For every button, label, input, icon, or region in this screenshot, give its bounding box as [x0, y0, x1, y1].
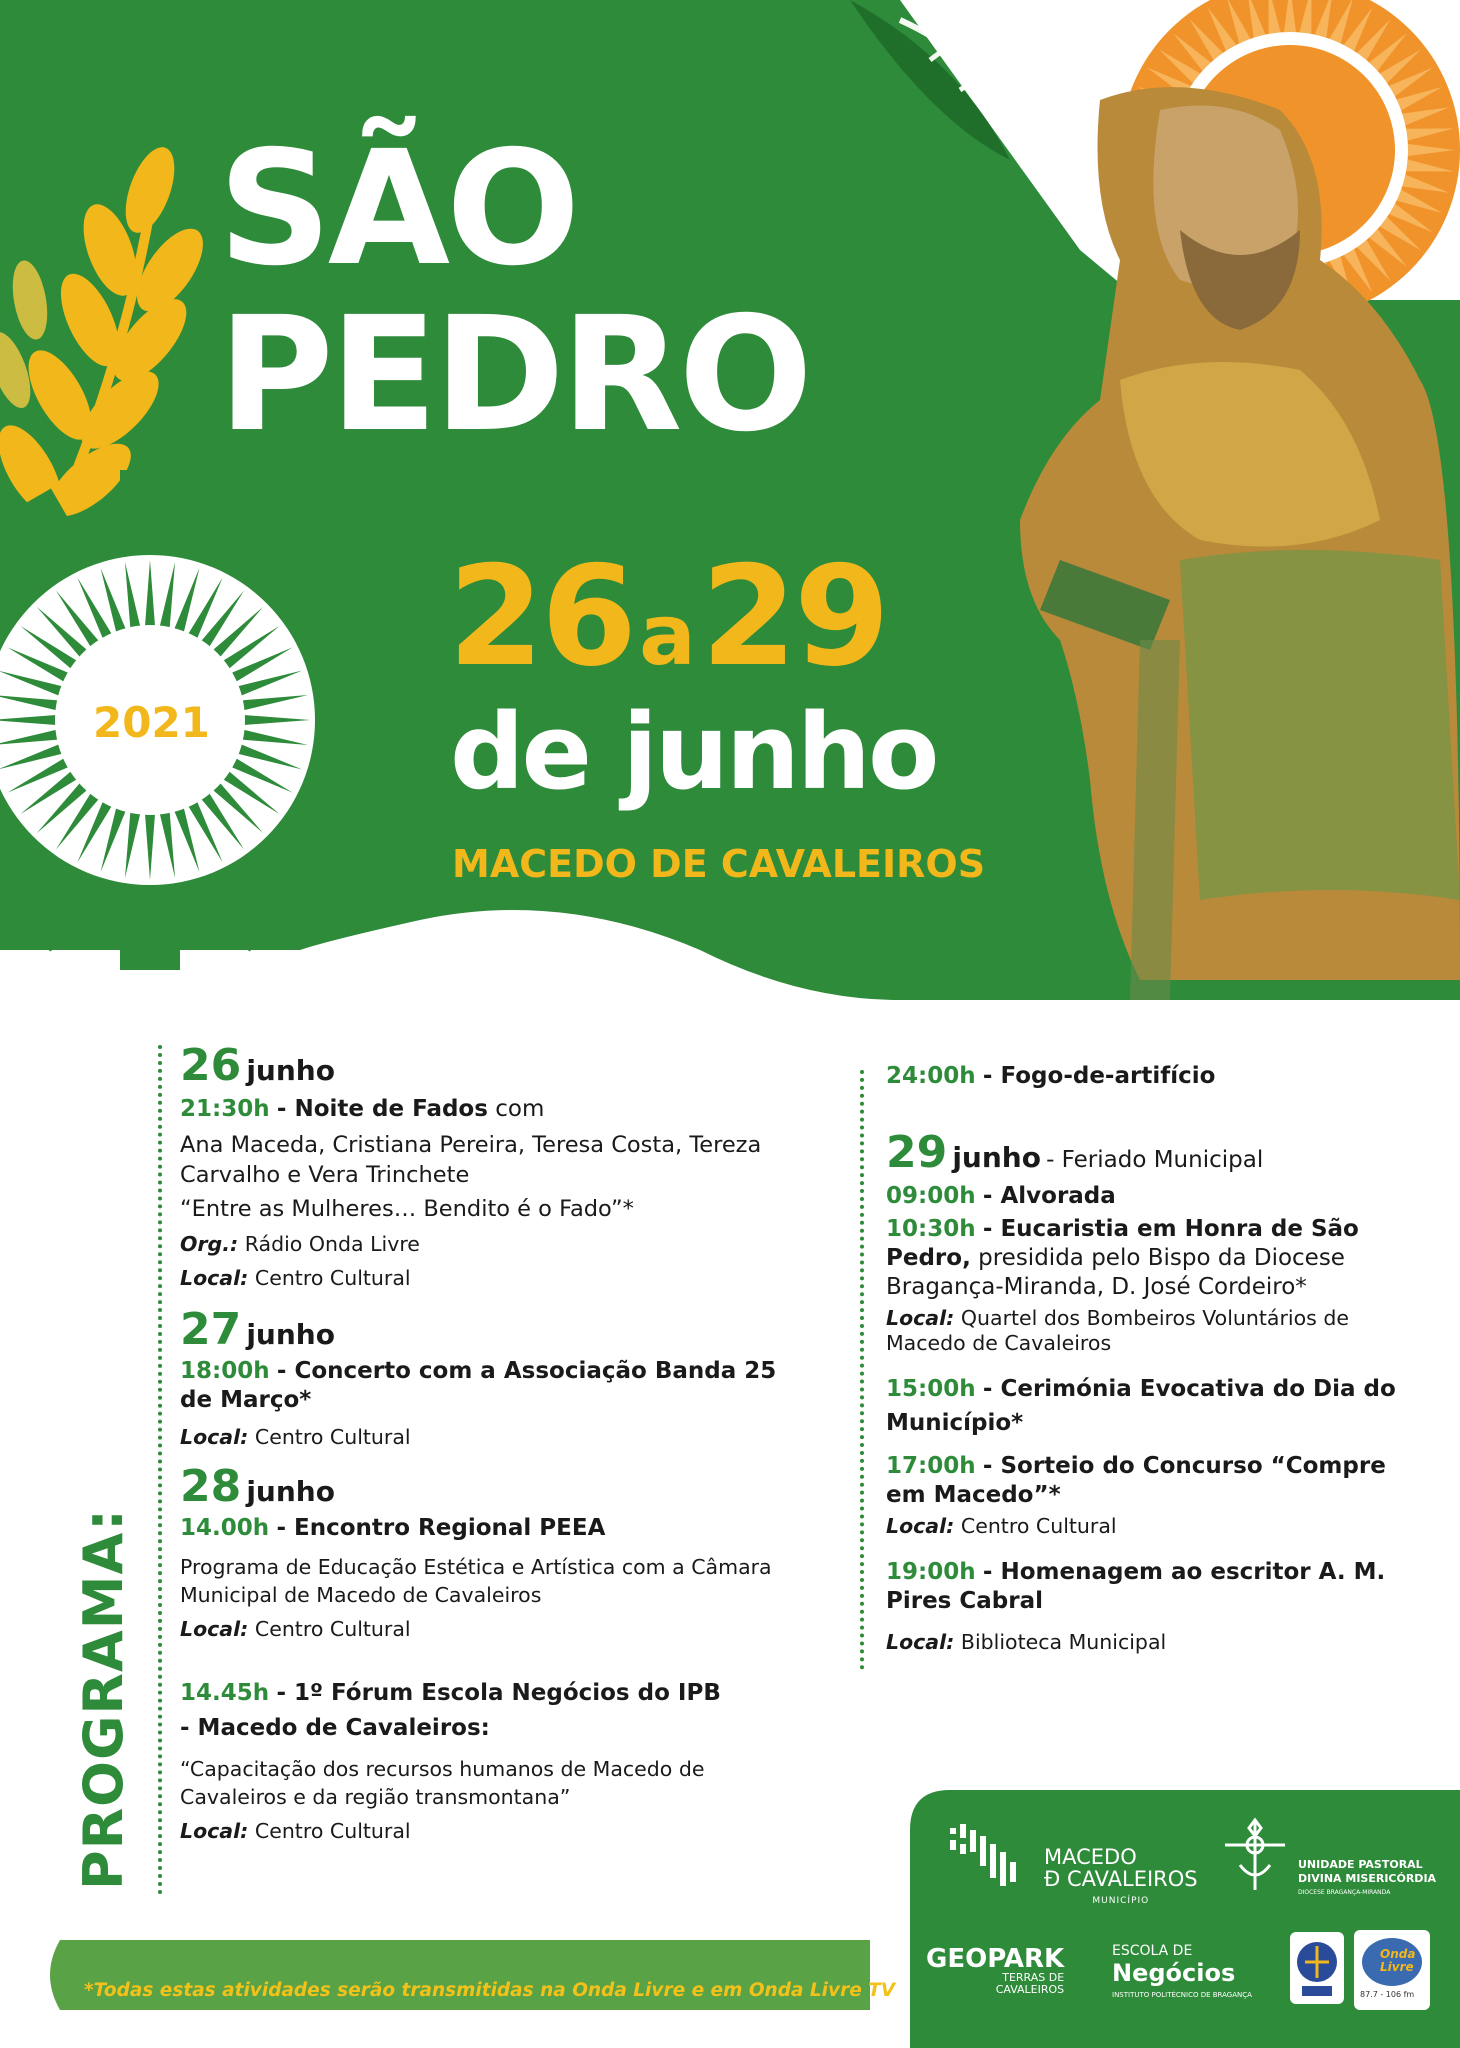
- event-1700: 17:00h - Sorteio do Concurso “Compre em Macedo”*: [886, 1453, 1386, 1508]
- event-2130: 21:30h - Noite de Fados com: [180, 1096, 545, 1122]
- event-1445-location: Local: Centro Cultural: [180, 1819, 411, 1843]
- onda-freq: 87.7 - 106 fm: [1360, 1990, 1415, 1999]
- event-1800-location: Local: Centro Cultural: [180, 1425, 411, 1449]
- escola-logo: ESCOLA DE Negócios INSTITUTO POLITÉCNICO DE BRAGANÇA: [1112, 1943, 1252, 1999]
- event-1445-title2: - Macedo de Cavaleiros:: [180, 1715, 490, 1741]
- event-1400-description: Programa de Educação Estética e Artística com a Câmara Municipal de Macedo de Cavaleiros: [180, 1555, 772, 1607]
- geopark-logo: GEOPARK TERRAS DE CAVALEIROS: [926, 1944, 1065, 1996]
- event-1700-location: Local: Centro Cultural: [886, 1514, 1117, 1538]
- diocese-crest-icon: [1290, 1932, 1344, 2004]
- right-divider: [860, 1070, 864, 1670]
- day-heading-26: 26 junho: [180, 1040, 335, 1091]
- event-2130-quote: “Entre as Mulheres… Bendito é o Fado”*: [180, 1196, 634, 1222]
- event-0900: 09:00h - Alvorada: [886, 1183, 1116, 1209]
- event-2130-org: Org.: Rádio Onda Livre: [180, 1232, 420, 1256]
- left-divider: [158, 1045, 162, 1895]
- day-heading-28: 28 junho: [180, 1461, 335, 1512]
- macedo-logo-text: MACEDO Đ CAVALEIROS MUNICÍPIO: [1044, 1845, 1198, 1906]
- right-column: [886, 1062, 1426, 1656]
- city-name: MACEDO DE CAVALEIROS: [452, 842, 986, 886]
- day-heading-29: 29 junho - Feriado Municipal: [886, 1127, 1264, 1178]
- date-end: 29: [700, 536, 887, 697]
- event-1030-location: Local: Quartel dos Bombeiros Voluntários de Macedo de Cavaleiros: [886, 1306, 1349, 1355]
- onda-livre-logo: Onda Livre 87.7 - 106 fm: [1354, 1930, 1430, 2010]
- left-column: [180, 1040, 800, 1845]
- event-1445-description: “Capacitação dos recursos humanos de Macedo de Cavaleiros e da região transmontana”: [180, 1757, 705, 1809]
- event-1900-location: Local: Biblioteca Municipal: [886, 1630, 1167, 1654]
- date-connector: a: [639, 586, 696, 684]
- unidade-logo-text: UNIDADE PASTORAL DIVINA MISERICÓRDIA DIOCESE BRAGANÇA-MIRANDA: [1298, 1858, 1437, 1896]
- event-1400-location: Local: Centro Cultural: [180, 1617, 411, 1641]
- event-2130-location: Local: Centro Cultural: [180, 1266, 411, 1290]
- broadcast-note: *Todas estas atividades serão transmitidas na Onda Livre e em Onda Livre TV: [84, 1980, 896, 2001]
- title-line2: PEDRO: [218, 283, 809, 467]
- event-1800: 18:00h - Concerto com a Associação Banda 25 de Março*: [180, 1358, 777, 1413]
- event-1500: 15:00h - Cerimónia Evocativa do Dia do Município*: [886, 1376, 1396, 1436]
- event-2130-performers: Ana Maceda, Cristiana Pereira, Teresa Costa, Tereza Carvalho e Vera Trinchete: [180, 1132, 762, 1188]
- event-1400: 14.00h - Encontro Regional PEEA: [180, 1515, 606, 1541]
- macedo-logo-icon: [948, 1822, 1018, 1892]
- event-1445: 14.45h - 1º Fórum Escola Negócios do IPB: [180, 1680, 721, 1706]
- day-heading-27: 27 junho: [180, 1304, 335, 1355]
- date-start: 26: [448, 536, 635, 697]
- date-month: de junho: [450, 691, 937, 813]
- event-2400: 24:00h - Fogo-de-artifício: [886, 1063, 1216, 1089]
- cross-logo-icon: [1215, 1815, 1295, 1895]
- date-range: [448, 536, 887, 697]
- year-label: 2021: [93, 698, 210, 747]
- event-1030: 10:30h - Eucaristia em Honra de São Pedro, presidida pelo Bispo da Diocese Bragança-Miranda, D. José Cordeiro*: [886, 1216, 1359, 1300]
- program-label: PROGRAMA:: [72, 1508, 135, 1890]
- event-1900: 19:00h - Homenagem ao escritor A. M. Pires Cabral: [886, 1559, 1386, 1614]
- title-line1: SÃO: [218, 117, 577, 301]
